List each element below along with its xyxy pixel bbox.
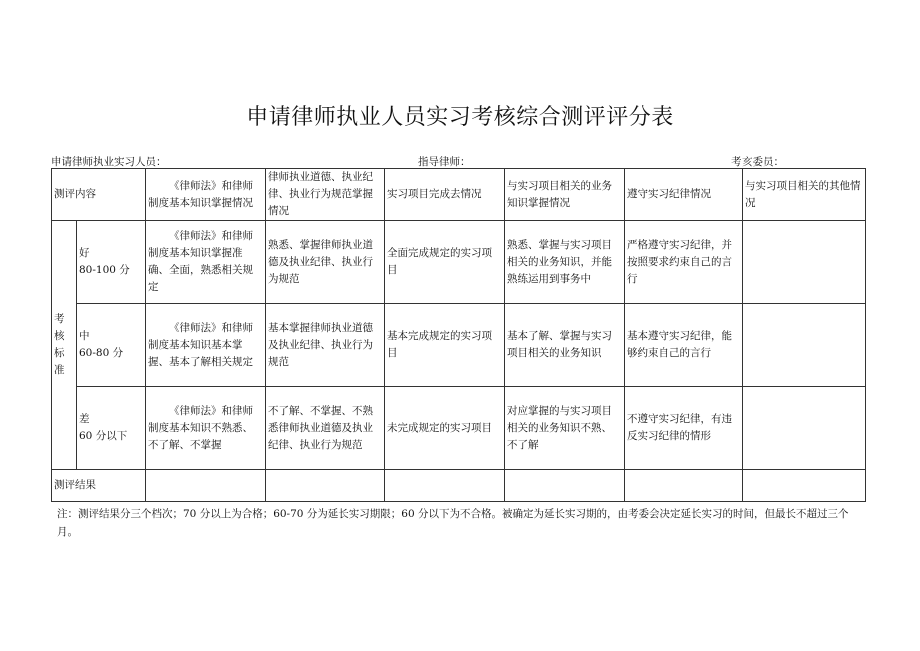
table-row: [52, 304, 866, 387]
grade-label: 差: [79, 413, 90, 425]
cell-other: [743, 304, 866, 387]
grade-range: 60 分以下: [79, 430, 128, 442]
result-cell[interactable]: [505, 470, 625, 502]
grade-label: 中: [79, 330, 90, 342]
result-row: [52, 470, 866, 502]
table-row: [52, 221, 866, 304]
header-cell-content: 测评内容: [52, 169, 146, 221]
cell-discipline: 严格遵守实习纪律，并按照要求约束自己的言行: [625, 221, 743, 304]
header-cell-discipline: 遵守实习纪律情况: [625, 169, 743, 221]
grade-range: 80-100 分: [79, 264, 130, 276]
cell-law-knowledge: 《律师法》和律师制度基本知识基本掌握、基本了解相关规定: [146, 304, 266, 387]
result-label: 测评结果: [52, 470, 146, 502]
cell-other: [743, 387, 866, 470]
result-cell[interactable]: [625, 470, 743, 502]
cell-other: [743, 221, 866, 304]
header-cell-law-knowledge: 《律师法》和律师制度基本知识掌握情况: [146, 169, 266, 221]
cell-law-knowledge: 《律师法》和律师制度基本知识不熟悉、不了解、不掌握: [146, 387, 266, 470]
mentor-field-label: 指导律师：: [418, 156, 471, 168]
header-cell-project-completion: 实习项目完成去情况: [385, 169, 505, 221]
criteria-label: 考核标准: [52, 221, 77, 470]
intern-field-label: 申请律师执业实习人员：: [51, 156, 167, 168]
grade-cell: [77, 387, 146, 470]
cell-ethics: 基本掌握律师执业道德及执业纪律、执业行为规范: [266, 304, 385, 387]
header-cell-other: 与实习项目相关的其他情况: [743, 169, 866, 221]
grade-cell: [77, 221, 146, 304]
cell-discipline: 不遵守实习纪律，有违反实习纪律的情形: [625, 387, 743, 470]
cell-business-knowledge: 对应掌握的与实习项目相关的业务知识不熟、不了解: [505, 387, 625, 470]
header-cell-business-knowledge: 与实习项目相关的业务知识掌握情况: [505, 169, 625, 221]
page-title: 申请律师执业人员实习考核综合测评评分表: [246, 105, 674, 130]
grade-cell: [77, 304, 146, 387]
header-cell-ethics: 律师执业道德、执业纪律、执业行为规范掌握情况: [266, 169, 385, 221]
committee-field-label-part1: 考: [731, 156, 742, 168]
cell-business-knowledge: 基本了解、掌握与实习项目相关的业务知识: [505, 304, 625, 387]
table-row: [52, 387, 866, 470]
result-cell[interactable]: [743, 470, 866, 502]
footnote: 注：测评结果分三个档次；70 分以上为合格；60-70 分为延长实习期限；60 分以下为不合格。被确定为延长实习期的，由考委会决定延长实习的时间，但最长不超过三个月。: [57, 508, 849, 538]
cell-ethics: 不了解、不掌握、不熟悉律师执业道德及执业纪律、执业行为规范: [266, 387, 385, 470]
cell-project-completion: 全面完成规定的实习项目: [385, 221, 505, 304]
cell-project-completion: 未完成规定的实习项目: [385, 387, 505, 470]
cell-project-completion: 基本完成规定的实习项目: [385, 304, 505, 387]
cell-law-knowledge: 《律师法》和律师制度基本知识掌握准确、全面，熟悉相关规定: [146, 221, 266, 304]
result-cell[interactable]: [146, 470, 266, 502]
cell-business-knowledge: 熟悉、掌握与实习项目相关的业务知识，并能熟练运用到事务中: [505, 221, 625, 304]
cell-discipline: 基本遵守实习纪律，能够约束自己的言行: [625, 304, 743, 387]
grade-range: 60-80 分: [79, 347, 124, 359]
header-row: [52, 169, 866, 221]
result-cell[interactable]: [266, 470, 385, 502]
result-cell[interactable]: [385, 470, 505, 502]
grade-label: 好: [79, 247, 90, 259]
committee-field-label-part2: 亥委员：: [742, 156, 784, 168]
evaluation-table: [51, 168, 866, 502]
cell-ethics: 熟悉、掌握律师执业道德及执业纪律、执业行为规范: [266, 221, 385, 304]
